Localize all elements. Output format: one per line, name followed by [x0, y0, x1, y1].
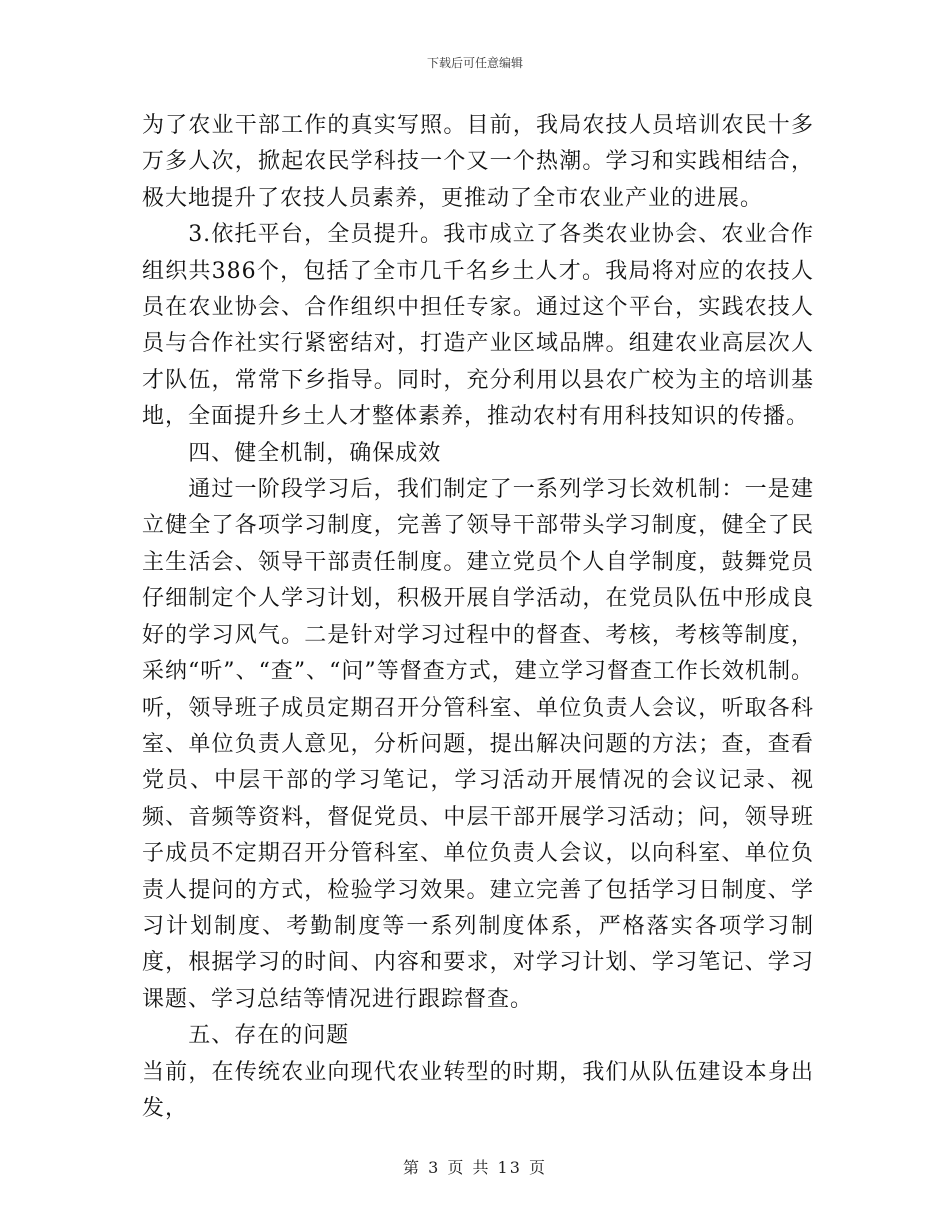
- footer-suffix: 页: [529, 1158, 548, 1177]
- paragraph-continuation: 为了农业干部工作的真实写照。目前，我局农技人员培训农民十多万多人次，掀起农民学科技一个又一个热潮。学习和实践相结合，极大地提升了农技人员素养，更推动了全市农业产业的进展。: [142, 113, 814, 211]
- paragraph-platform: 3.依托平台，全员提升。我市成立了各类农业协会、农业合作组织共386个，包括了全市几千名乡土人才。我局将对应的农技人员在农业协会、合作组织中担任专家。通过这个平台，实践农技人员与合作社实行紧密结对，打造产业区域品牌。组建农业高层次人才队伍，常常下乡指导。同时，充分利用以县农广校为主的培训基地，全面提升乡土人才整体素养，推动农村有用科技知识的传播。: [142, 222, 814, 430]
- footer-total-pages: 13: [497, 1158, 522, 1177]
- footer-middle: 页 共: [447, 1158, 491, 1177]
- paragraph-mechanism: 通过一阶段学习后，我们制定了一系列学习长效机制：一是建立健全了各项学习制度，完善了领导干部带头学习制度，健全了民主生活会、领导干部责任制度。建立党员个人自学制度，鼓舞党员仔细制定个人学习计划，积极开展自学活动，在党员队伍中形成良好的学习风气。二是针对学习过程中的督查、考核，考核等制度，采纳“听”、“查”、“问”等督查方式，建立学习督查工作长效机制。听，领导班子成员定期召开分管科室、单位负责人会议，听取各科室、单位负责人意见，分析问题，提出解决问题的方法；查，查看党员、中层干部的学习笔记，学习活动开展情况的会议记录、视频、音频等资料，督促党员、中层干部开展学习活动；问，领导班子成员不定期召开分管科室、单位负责人会议，以向科室、单位负责人提问的方式，检验学习效果。建立完善了包括学习日制度、学习计划制度、考勤制度等一系列制度体系，严格落实各项学习制度，根据学习的时间、内容和要求，对学习计划、学习笔记、学习课题、学习总结等情况进行跟踪督查。: [142, 477, 814, 1012]
- page-body: [142, 108, 814, 1127]
- paragraph-problems: 当前，在传统农业向现代农业转型的时期，我们从队伍建设本身出发，: [142, 1059, 814, 1121]
- page-header: 下载后可任意编辑: [426, 56, 523, 70]
- section-heading-four: 四、健全机制，确保成效: [188, 440, 442, 466]
- page-footer: [0, 1155, 950, 1178]
- section-heading-five: 五、存在的问题: [188, 1023, 350, 1049]
- footer-prefix: 第: [402, 1158, 421, 1177]
- footer-current-page: 3: [428, 1158, 441, 1177]
